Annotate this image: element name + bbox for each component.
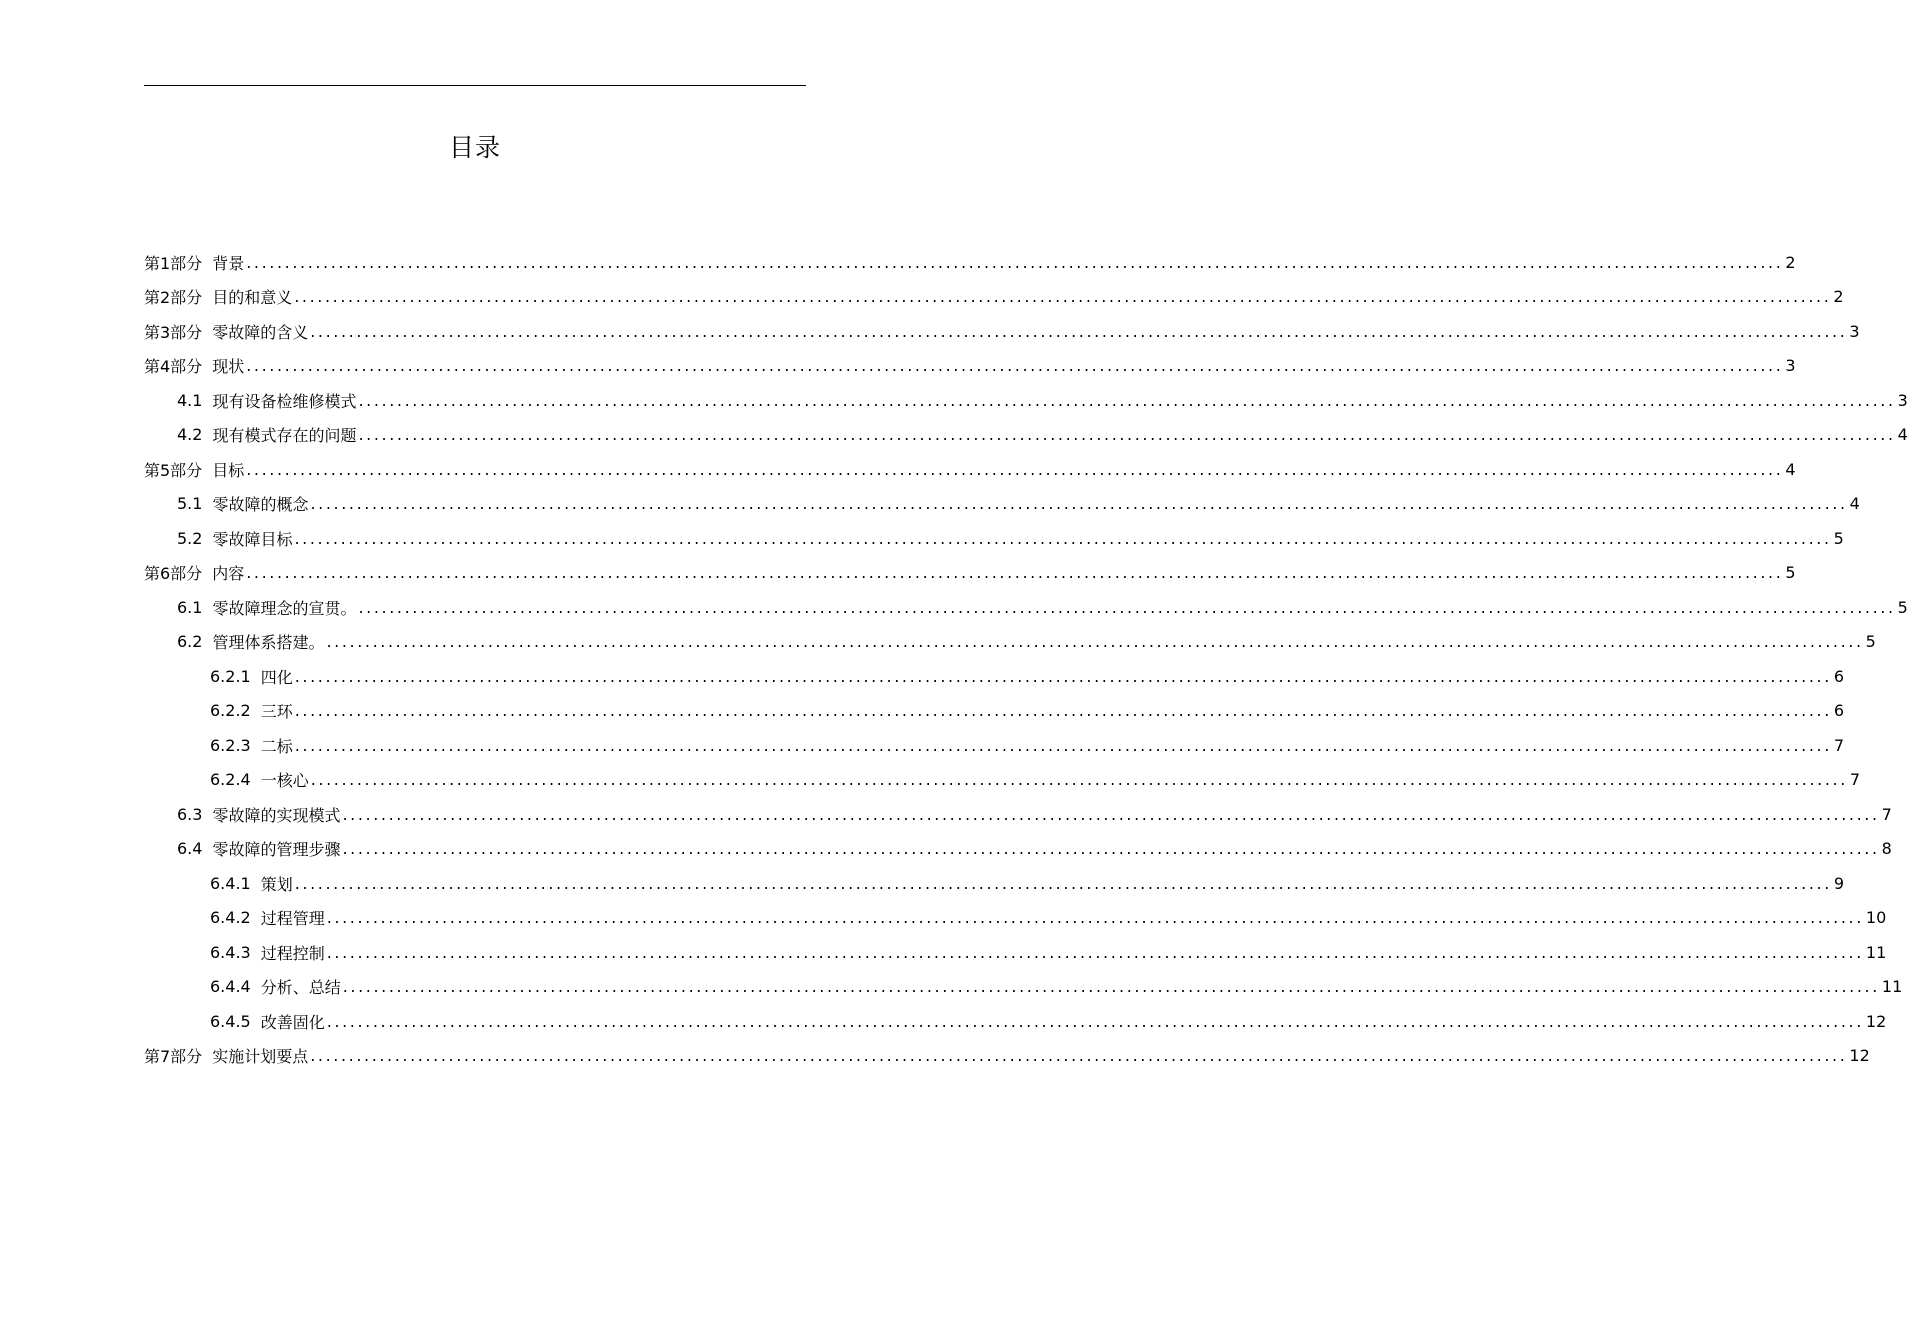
- toc-entry-number: 6.2.3: [210, 735, 251, 755]
- toc-dot-leader: ........................................................................................................................................................................................................: [358, 425, 1896, 445]
- toc-page-number: 7: [1849, 770, 1861, 790]
- toc-page-number: 12: [1865, 1011, 1887, 1031]
- toc-dot-leader: ........................................................................................................................................................................................................: [326, 942, 1864, 962]
- toc-entry-number: 6.3: [177, 804, 203, 824]
- toc-entry[interactable]: [144, 245, 1796, 280]
- toc-entry-number: 5.2: [177, 528, 203, 548]
- toc-entry[interactable]: [144, 1039, 1870, 1074]
- toc-page-number: 3: [1785, 356, 1796, 376]
- toc-page-number: 8: [1881, 839, 1892, 859]
- table-of-contents: [144, 245, 1908, 1073]
- toc-page-number: 4: [1785, 459, 1796, 479]
- toc-entry-title: 零故障理念的宣贯。: [212, 598, 357, 618]
- toc-dot-leader: ........................................................................................................................................................................................................: [294, 735, 1832, 755]
- toc-entry-number: 6.4: [177, 839, 203, 859]
- toc-dot-leader: ........................................................................................................................................................................................................: [246, 459, 1784, 479]
- toc-page-number: 7: [1833, 735, 1845, 755]
- toc-page-number: 2: [1785, 252, 1796, 272]
- toc-entry-title: 零故障的含义: [212, 322, 309, 342]
- page-title: 目录: [448, 133, 501, 162]
- toc-entry[interactable]: [144, 383, 1908, 418]
- toc-entry-number: 第6部分: [144, 564, 203, 584]
- toc-page-number: 11: [1881, 977, 1903, 997]
- toc-page-number: 12: [1849, 1046, 1870, 1066]
- toc-page-number: 5: [1865, 632, 1876, 652]
- toc-entry-number: 第1部分: [144, 253, 203, 273]
- toc-entry-title: 零故障目标: [212, 529, 293, 549]
- toc-dot-leader: ........................................................................................................................................................................................................: [310, 321, 1848, 341]
- toc-entry[interactable]: [144, 659, 1845, 694]
- toc-page-number: 2: [1833, 287, 1844, 307]
- toc-page-number: 3: [1897, 390, 1908, 410]
- toc-entry[interactable]: [144, 418, 1908, 453]
- toc-entry[interactable]: [144, 452, 1796, 487]
- toc-dot-leader: ........................................................................................................................................................................................................: [246, 356, 1784, 376]
- toc-entry-title: 改善固化: [260, 1012, 325, 1032]
- toc-page-number: 5: [1785, 563, 1796, 583]
- toc-entry[interactable]: [144, 280, 1844, 315]
- toc-entry-title: 实施计划要点: [212, 1047, 309, 1067]
- toc-entry-title: 过程管理: [260, 909, 325, 929]
- toc-entry-number: 6.4.5: [210, 1011, 251, 1031]
- toc-entry-number: 5.1: [177, 494, 203, 514]
- toc-page-number: 9: [1833, 873, 1845, 893]
- toc-entry[interactable]: [144, 521, 1844, 556]
- toc-page-number: 11: [1865, 942, 1887, 962]
- toc-entry-number: 4.1: [177, 390, 203, 410]
- toc-page-number: 4: [1897, 425, 1908, 445]
- toc-dot-leader: ........................................................................................................................................................................................................: [294, 528, 1832, 548]
- toc-entry[interactable]: [144, 694, 1845, 729]
- header-rule: [144, 85, 806, 86]
- toc-entry[interactable]: [144, 487, 1860, 522]
- toc-entry-title: 目标: [212, 460, 245, 480]
- toc-entry[interactable]: [144, 556, 1796, 591]
- toc-entry-number: 第5部分: [144, 460, 203, 480]
- toc-page-number: 10: [1865, 908, 1887, 928]
- toc-dot-leader: ........................................................................................................................................................................................................: [294, 666, 1832, 686]
- toc-dot-leader: ........................................................................................................................................................................................................: [326, 908, 1864, 928]
- toc-entry-number: 6.1: [177, 597, 203, 617]
- toc-page-number: 4: [1849, 494, 1860, 514]
- toc-dot-leader: ........................................................................................................................................................................................................: [294, 701, 1832, 721]
- toc-entry-title: 一核心: [260, 771, 309, 791]
- toc-entry-number: 6.4.1: [210, 873, 251, 893]
- toc-page-number: 3: [1849, 321, 1860, 341]
- toc-entry-number: 6.2.1: [210, 666, 251, 686]
- toc-entry-number: 6.4.2: [210, 908, 251, 928]
- toc-entry[interactable]: [144, 314, 1860, 349]
- toc-entry[interactable]: [144, 625, 1876, 660]
- toc-entry[interactable]: [144, 866, 1845, 901]
- toc-entry-title: 三环: [260, 702, 293, 722]
- toc-dot-leader: ........................................................................................................................................................................................................: [294, 873, 1832, 893]
- toc-entry[interactable]: [144, 349, 1796, 384]
- toc-dot-leader: ........................................................................................................................................................................................................: [342, 804, 1880, 824]
- toc-page-number: 5: [1897, 597, 1908, 617]
- toc-entry[interactable]: [144, 832, 1892, 867]
- toc-dot-leader: ........................................................................................................................................................................................................: [342, 839, 1880, 859]
- toc-entry-title: 内容: [212, 564, 245, 584]
- toc-entry-title: 零故障的概念: [212, 495, 309, 515]
- toc-entry-number: 4.2: [177, 425, 203, 445]
- toc-dot-leader: ........................................................................................................................................................................................................: [246, 252, 1784, 272]
- toc-entry-number: 第7部分: [144, 1047, 203, 1067]
- toc-entry[interactable]: [144, 901, 1887, 936]
- toc-entry[interactable]: [144, 1004, 1887, 1039]
- toc-entry[interactable]: [144, 797, 1892, 832]
- toc-dot-leader: ........................................................................................................................................................................................................: [246, 563, 1784, 583]
- toc-entry-title: 现有设备检维修模式: [212, 391, 357, 411]
- toc-entry[interactable]: [144, 763, 1861, 798]
- toc-entry-title: 零故障的实现模式: [212, 805, 341, 825]
- toc-entry-title: 四化: [260, 667, 293, 687]
- toc-entry-title: 分析、总结: [260, 978, 341, 998]
- toc-dot-leader: ........................................................................................................................................................................................................: [358, 390, 1896, 410]
- toc-entry-title: 过程控制: [260, 943, 325, 963]
- toc-entry-number: 6.2: [177, 632, 203, 652]
- toc-entry-title: 二标: [260, 736, 293, 756]
- toc-dot-leader: ........................................................................................................................................................................................................: [358, 597, 1896, 617]
- toc-entry[interactable]: [144, 935, 1887, 970]
- toc-entry[interactable]: [144, 590, 1908, 625]
- toc-entry-title: 策划: [260, 874, 293, 894]
- toc-dot-leader: ........................................................................................................................................................................................................: [310, 770, 1848, 790]
- toc-entry-title: 零故障的管理步骤: [212, 840, 341, 860]
- toc-page-number: 5: [1833, 528, 1844, 548]
- toc-page-number: 7: [1881, 804, 1892, 824]
- toc-dot-leader: ........................................................................................................................................................................................................: [342, 977, 1880, 997]
- toc-entry-number: 6.4.4: [210, 977, 251, 997]
- toc-entry-number: 第4部分: [144, 357, 203, 377]
- toc-entry-title: 背景: [212, 253, 245, 273]
- toc-entry-number: 6.4.3: [210, 942, 251, 962]
- toc-entry-title: 目的和意义: [212, 288, 293, 308]
- toc-entry-title: 管理体系搭建。: [212, 633, 325, 653]
- toc-entry-number: 第2部分: [144, 288, 203, 308]
- toc-entry-title: 现有模式存在的问题: [212, 426, 357, 446]
- toc-entry-number: 6.2.2: [210, 701, 251, 721]
- toc-dot-leader: ........................................................................................................................................................................................................: [294, 287, 1832, 307]
- toc-entry-number: 6.2.4: [210, 770, 251, 790]
- toc-dot-leader: ........................................................................................................................................................................................................: [326, 1011, 1864, 1031]
- toc-dot-leader: ........................................................................................................................................................................................................: [310, 1046, 1848, 1066]
- toc-page-number: 6: [1833, 666, 1845, 686]
- toc-dot-leader: ........................................................................................................................................................................................................: [326, 632, 1864, 652]
- toc-dot-leader: ........................................................................................................................................................................................................: [310, 494, 1848, 514]
- toc-page-number: 6: [1833, 701, 1845, 721]
- toc-entry-title: 现状: [212, 357, 245, 377]
- toc-entry[interactable]: [144, 970, 1903, 1005]
- toc-entry[interactable]: [144, 728, 1845, 763]
- toc-entry-number: 第3部分: [144, 322, 203, 342]
